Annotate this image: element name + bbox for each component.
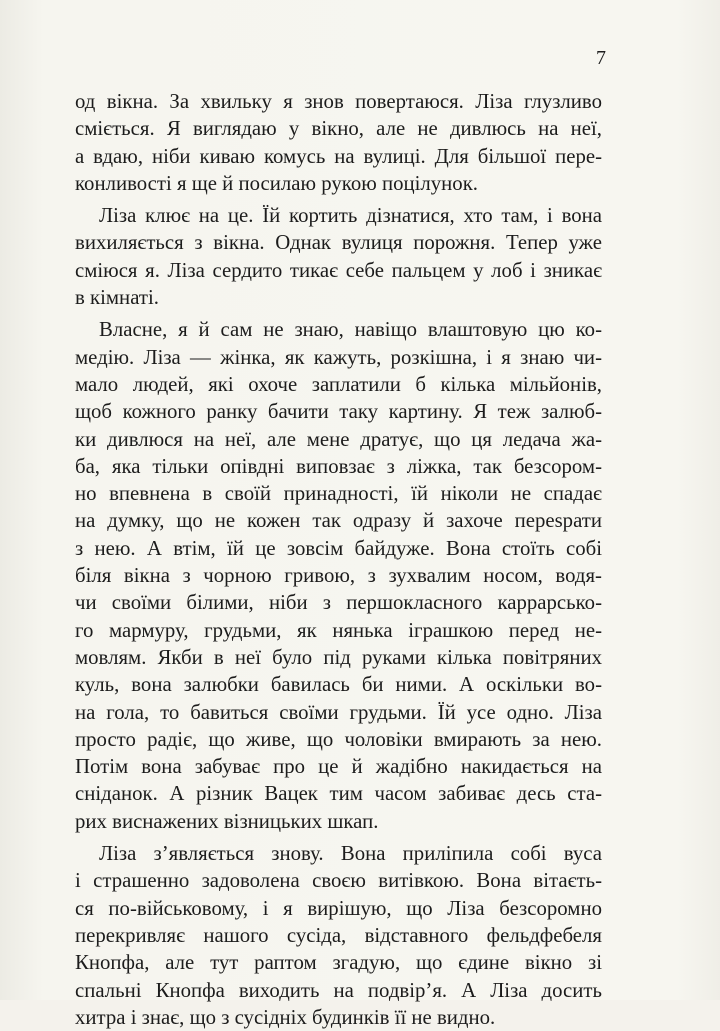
text-line: конливості я ще й посилаю рукою поцілунок. [75,171,479,195]
paragraph-1 [75,88,602,197]
text-line: Кнопфа, але тут раптом згадую, що єдине вікно зі [75,951,602,975]
text-line: щоб кожного ранку бачити таку картину. Я теж залюб- [75,400,602,424]
text-line: ся по-військовому, і я вирішую, що Ліза безсоромно [75,896,602,920]
text-line: на гола, то бавиться своїми грудьми. Їй усе одно. Ліза [75,700,602,724]
text-line: перекривляє нашого сусіда, відставного фельдфебеля [75,923,602,947]
text-line: а вдаю, ніби киваю комусь на вулиці. Для більшої пере- [75,144,602,168]
text-line: сміється. Я виглядаю у вікно, але не дивлюсь на неї, [75,117,602,141]
text-line: Ліза з’являється знову. Вона приліпила собі вуса [99,842,602,866]
text-line: ба, яка тільки опівдні виповзає з ліжка, так безсором- [75,454,602,478]
text-line: Ліза клює на це. Їй кортить дізнатися, хто там, і вона [99,204,602,228]
text-line: мовлям. Якби в неї було під руками кілька повітряних [75,645,602,669]
text-line: з нею. А втім, їй це зовсім байдуже. Вона стоїть собі [75,536,602,560]
text-line: мало людей, які охоче заплатили б кілька мільйонів, [75,372,602,396]
text-line: го мармуру, грудьми, як нянька іграшкою перед не- [75,618,602,642]
text-line: куль, вона залюбки бавилась би ними. А оскільки во- [75,673,602,697]
text-line: і страшенно задоволена своєю витівкою. Вона вітаєть- [75,869,602,893]
text-line: хитра і знає, що з сусідніх будинків її не видно. [75,1005,496,1029]
page-number: 7 [596,47,606,69]
paragraph-4 [75,840,602,1031]
text-line: чи своїми білими, ніби з першокласного каррарсько- [75,591,602,615]
text-line: спальні Кнопфа виходить на подвір’я. А Ліза досить [75,978,602,1002]
text-line: на думку, що не кожен так одразу й захоче перespати [75,509,602,533]
text-line: в кімнаті. [75,286,159,310]
text-line: Потім вона забуває про це й жадібно накидається на [75,755,602,779]
body-text [75,88,602,1031]
text-line: но впевнена в своїй принадності, їй ніколи не спадає [75,482,602,506]
text-line: од вікна. За хвильку я знов повертаюся. Ліза глузливо [75,90,602,113]
text-line: Власне, я й сам не знаю, навіщо влаштовую цю ко- [99,318,602,342]
text-line: просто радіє, що живе, що чоловіки вмирають за нею. [75,727,602,751]
text-line: біля вікна з чорною гривою, з зухвалим носом, водя- [75,564,602,588]
text-line: рих виснажених візницьких шкап. [75,809,379,833]
text-line: сніданок. А різник Вацек тим часом забиває десь ста- [75,782,602,806]
paragraph-2 [75,202,602,311]
text-line: сміюся я. Ліза сердито тикає себе пальцем у лоб і зникає [75,258,602,282]
text-line: вихиляється з вікна. Однак вулиця порожня. Тепер уже [75,231,602,255]
text-line: медію. Ліза — жінка, як кажуть, розкішна, і я знаю чи- [75,345,602,369]
paragraph-3 [75,316,602,835]
text-line: ки дивлюся на неї, але мене дратує, що ця ледача жа- [75,427,602,451]
